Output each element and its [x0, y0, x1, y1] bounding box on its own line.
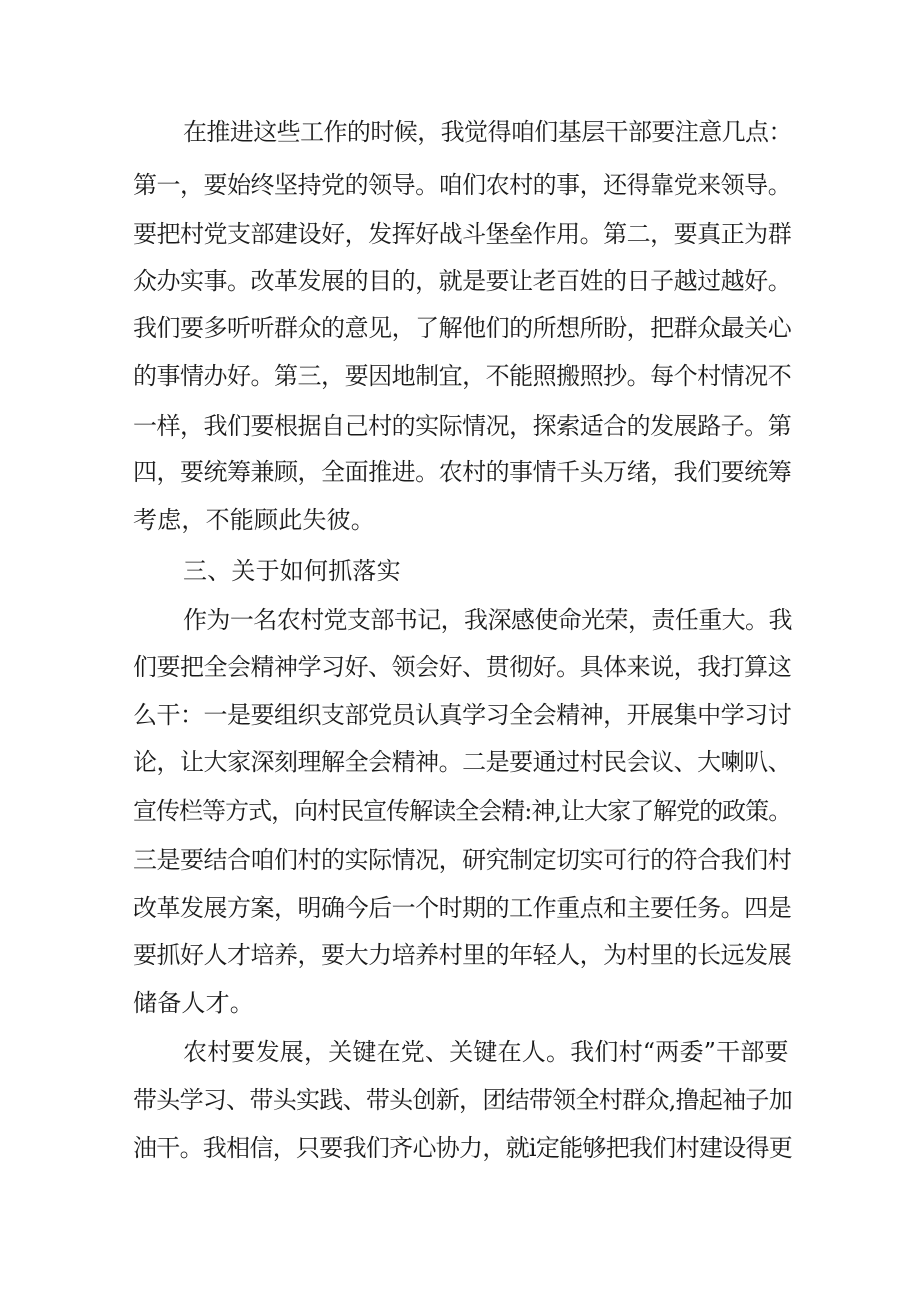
section-heading: 三、关于如何抓落实 — [183, 557, 401, 585]
paragraph-line: 众办实事。改革发展的目的，就是要让老百姓的日子越过越好。 — [133, 267, 792, 295]
paragraph-line: 三是要结合咱们村的实际情况，研究制定切实可行的符合我们村 — [133, 846, 792, 874]
paragraph-line: 么干：一是要组织支部党员认真学习全会精神，开展集中学习讨 — [133, 701, 792, 729]
paragraph-line: 油干。我相信，只要我们齐心协力，就i定能够把我们村建设得更 — [133, 1134, 793, 1162]
paragraph-line: 宣传栏等方式，向村民宣传解读全会精:神,让大家了解党的政策。 — [133, 797, 792, 825]
paragraph-line: 要抓好人才培养，要大力培养村里的年轻人，为村里的长远发展 — [133, 941, 792, 969]
paragraph-line: 四，要统筹兼顾，全面推进。农村的事情千头万绪，我们要统筹 — [133, 458, 792, 486]
paragraph-line: 改革发展方案，明确今后一个时期的工作重点和主要任务。四是 — [133, 894, 792, 922]
paragraph-line: 我们要多听听群众的意见，了解他们的所想所盼，把群众最关心 — [133, 314, 792, 342]
paragraph-line: 作为一名农村党支部书记，我深感使命光荣，责任重大。我 — [183, 606, 792, 634]
paragraph-line: 论，让大家深刻理解全会精神。二是要通过村民会议、大喇叭、 — [133, 748, 792, 776]
paragraph-line: 第一，要始终坚持党的领导。咱们农村的事，还得靠党来领导。 — [133, 171, 792, 199]
paragraph-line: 要把村党支部建设好，发挥好战斗堡垒作用。第二，要真正为群 — [133, 220, 792, 248]
paragraph-line: 们要把全会精神学习好、领会好、贯彻好。具体来说，我打算这 — [133, 653, 792, 681]
paragraph-line: 考虑，不能顾此失彼。 — [133, 506, 375, 534]
paragraph-line: 一样，我们要根据自己村的实际情况，探索适合的发展路子。第 — [133, 412, 792, 440]
paragraph-line: 农村要发展，关键在党、关键在人。我们村“两委”干部要 — [183, 1038, 789, 1066]
paragraph-line: 的事情办好。第三，要因地制宜，不能照搬照抄。每个村情况不 — [133, 362, 792, 390]
paragraph-line: 带头学习、带头实践、带头创新，团结带领全村群众,撸起袖子加 — [133, 1086, 792, 1114]
paragraph-line: 储备人才。 — [133, 989, 254, 1017]
paragraph-line: 在推进这些工作的时候，我觉得咱们基层干部要注意几点： — [183, 118, 792, 146]
